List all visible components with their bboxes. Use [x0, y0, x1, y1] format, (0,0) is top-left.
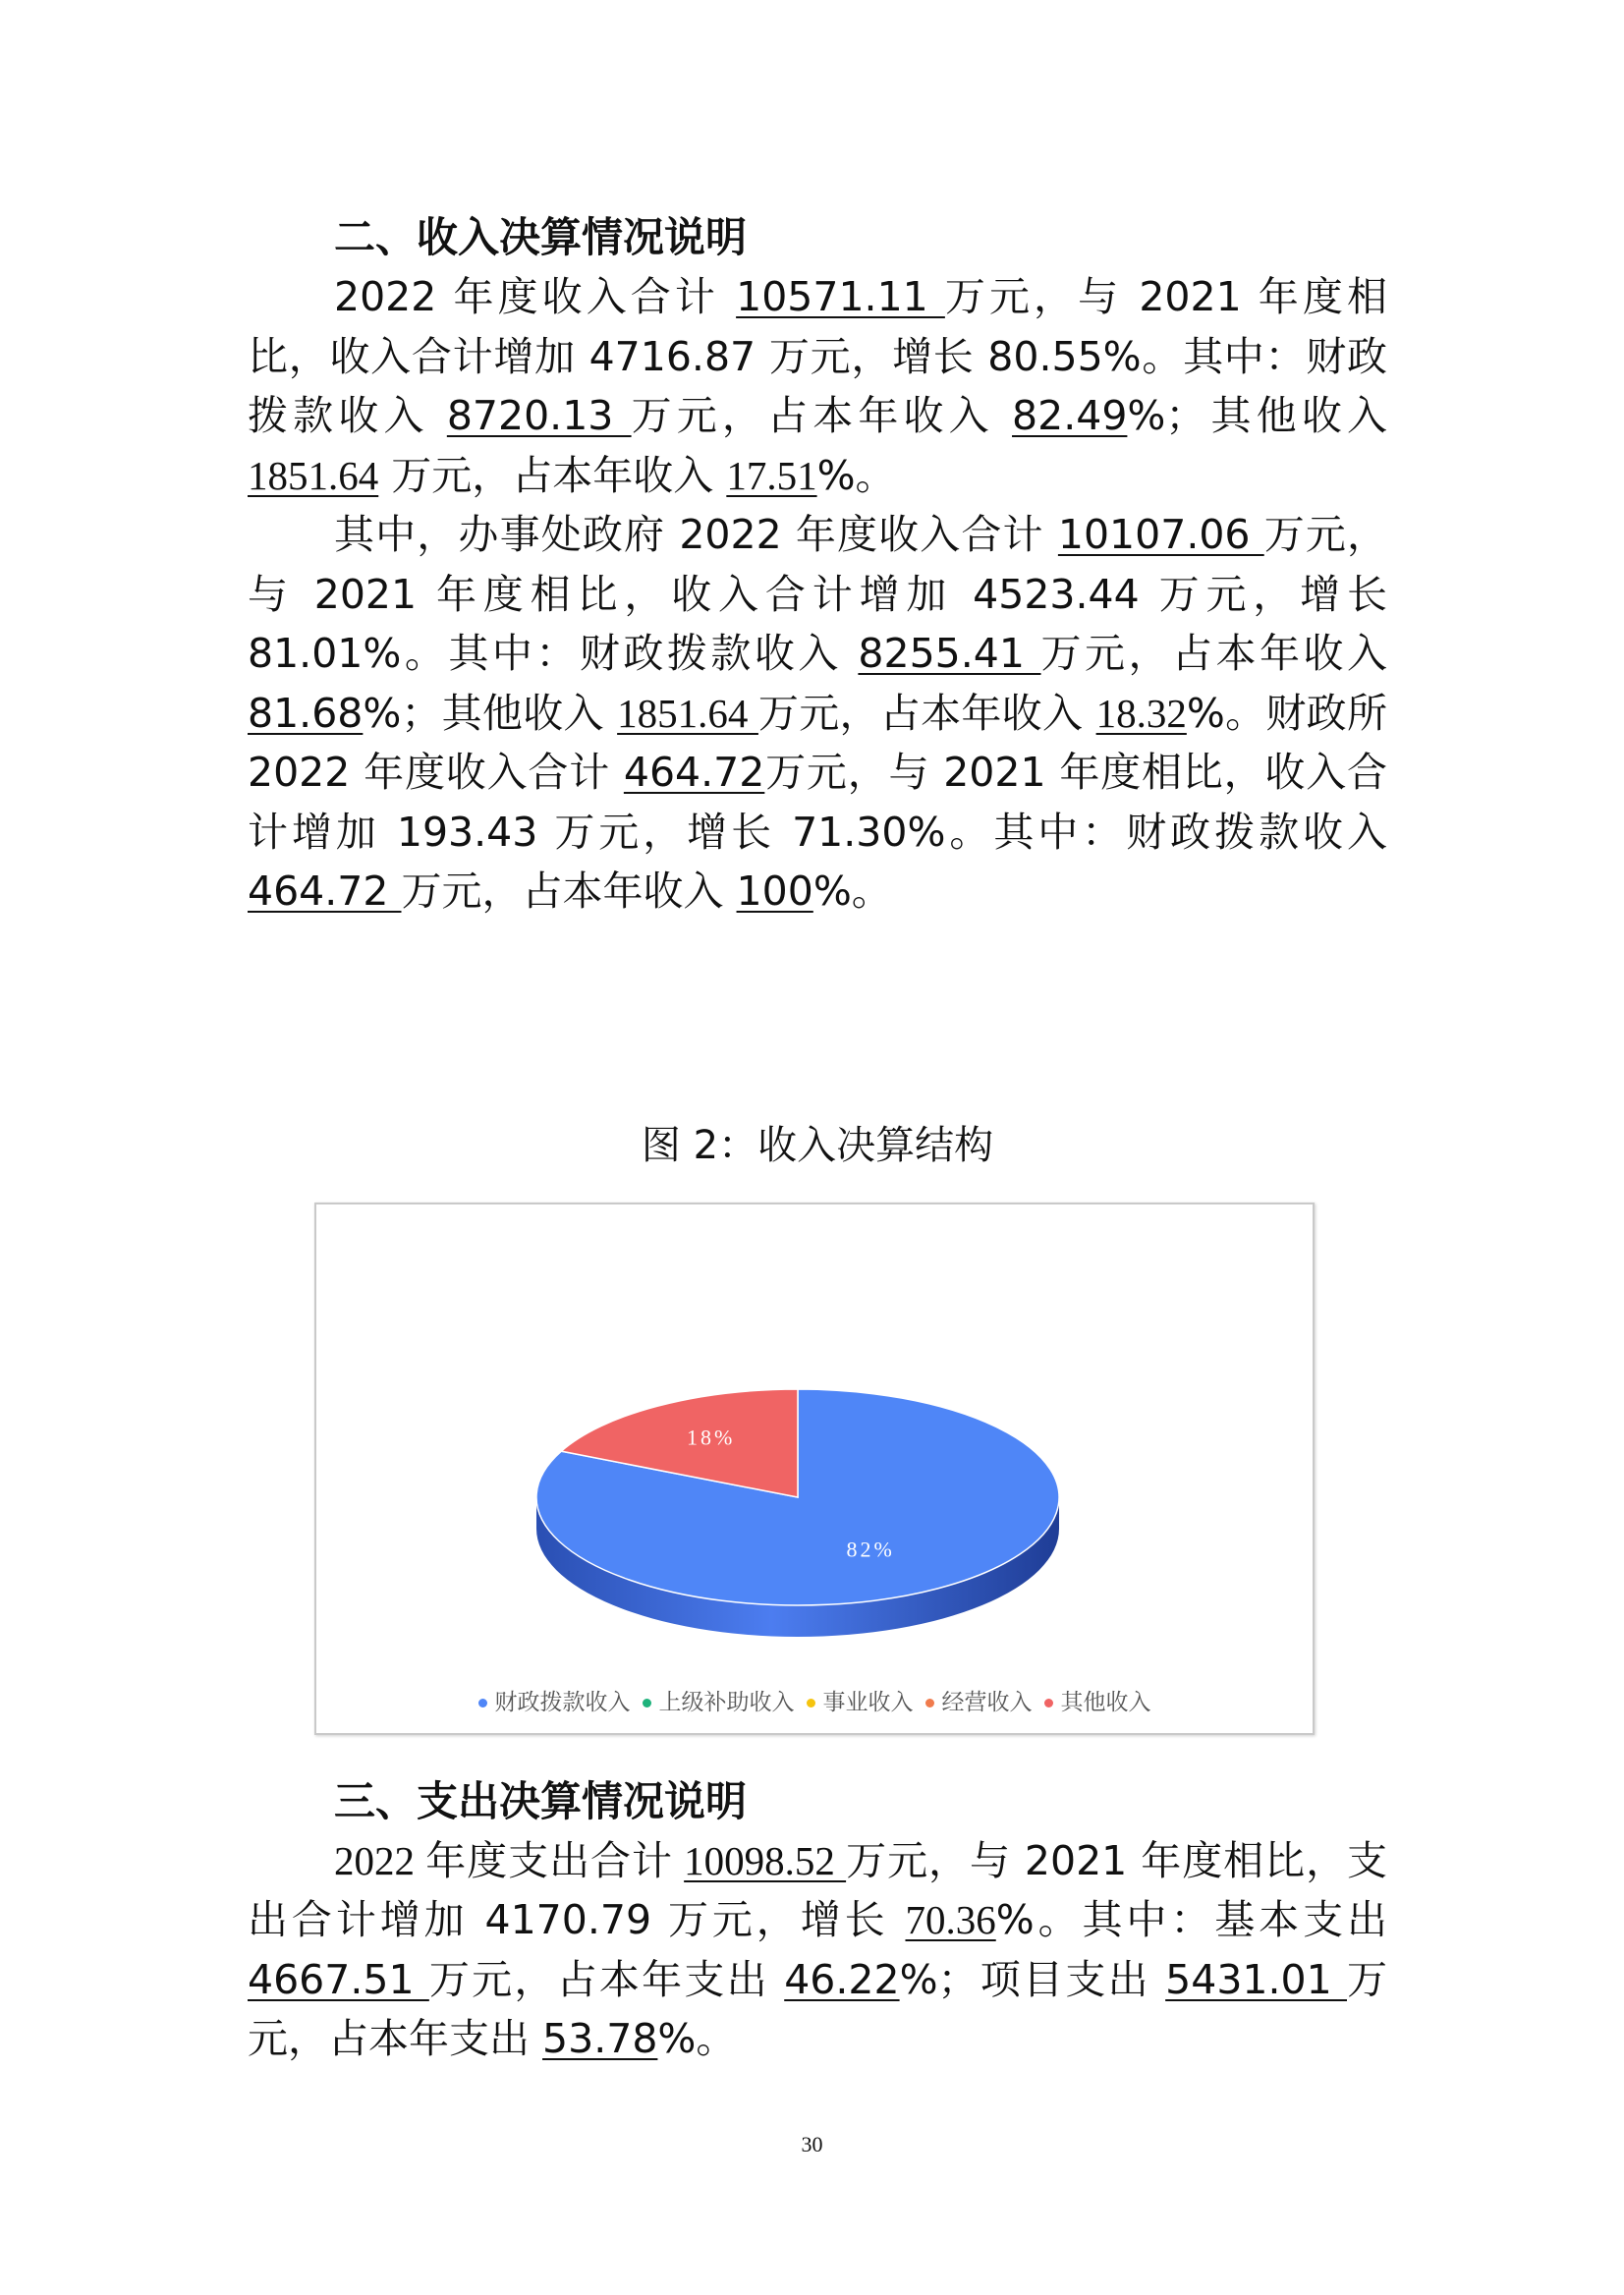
legend-item-4	[925, 1684, 1033, 1716]
pie-data-label-1: 82%	[846, 1536, 895, 1561]
chart-legend	[316, 1684, 1313, 1716]
text: 万元，占本年支出	[428, 1955, 785, 2003]
text: %。	[657, 2015, 737, 2062]
legend-marker	[807, 1699, 815, 1707]
text: 2022 年度支出合计	[334, 1837, 685, 1883]
expenditure-paragraph-1	[248, 1831, 1387, 2069]
fiscal-income-pct: 82.49	[1012, 392, 1128, 439]
legend-label: 其他收入	[1060, 1689, 1151, 1715]
text: %；项目支出	[899, 1955, 1166, 2003]
legend-item-5	[1044, 1684, 1151, 1716]
finance-office-pct: 100	[736, 868, 813, 915]
text: %；其他收入	[1127, 392, 1387, 439]
income-total: 10571.11	[736, 273, 945, 320]
text: 万元，占本年收入	[757, 689, 1096, 737]
finance-office-total: 464.72	[623, 749, 765, 796]
text: 万元，占本年收入	[378, 451, 727, 499]
section-heading-income: 二、收入决算情况说明	[334, 213, 748, 261]
other-income: 1851.64	[248, 452, 379, 498]
legend-item-3	[807, 1684, 914, 1716]
office-other-pct: 18.32	[1095, 690, 1187, 736]
text: %。	[812, 868, 892, 915]
legend-marker	[1044, 1699, 1053, 1707]
text: 其中，办事处政府 2022 年度收入合计	[334, 511, 1058, 558]
text: %。财政所 2022 年度收入合计	[248, 689, 1387, 796]
section-heading-expenditure: 三、支出决算情况说明	[334, 1776, 748, 1825]
income-paragraph-1	[248, 267, 1387, 505]
text: %。其中：基本支出	[995, 1896, 1387, 1943]
office-fiscal-income: 8255.41	[858, 630, 1041, 677]
office-other-income: 1851.64	[617, 690, 758, 736]
legend-item-2	[643, 1684, 795, 1716]
text: %。	[816, 451, 896, 499]
text: 万元，与 2021 年度相比，支出合计增加 4170.79 万元，增长	[248, 1836, 1388, 1943]
expenditure-total: 10098.52	[684, 1837, 847, 1883]
text: 2022 年度收入合计	[334, 273, 737, 320]
legend-item-1	[478, 1684, 631, 1716]
income-paragraph-2	[248, 505, 1387, 922]
basic-expenditure: 4667.51	[248, 1955, 429, 2003]
other-income-pct: 17.51	[726, 452, 817, 498]
fiscal-income: 8720.13	[446, 392, 632, 439]
legend-marker	[925, 1699, 934, 1707]
text: 万元，与 2021 年度相比，收入合计增加 4523.44 万元，增长 81.01%。其中：财政拨款收入	[248, 511, 1387, 677]
pie-data-label-5: 18%	[686, 1424, 736, 1449]
figure-title: 图 2：收入决算结构	[641, 1122, 994, 1168]
text: 万元，占本年收入	[631, 392, 1013, 439]
text: 万元，占本年收入	[401, 868, 737, 915]
text: 万元，与 2021 年度相比，收入合计增加 193.43 万元，增长 71.30%。其中：财政拨款收入	[248, 749, 1387, 856]
finance-office-fiscal: 464.72	[248, 868, 402, 915]
text: 万元，占本年支出	[248, 1955, 1387, 2062]
legend-label: 经营收入	[941, 1689, 1033, 1715]
office-fiscal-pct: 81.68	[248, 689, 364, 737]
legend-label: 财政拨款收入	[494, 1689, 631, 1715]
page-content	[248, 208, 1387, 2069]
pie-chart	[314, 1203, 1315, 1735]
text: %；其他收入	[363, 689, 618, 737]
text: 万元，与 2021 年度相比，收入合计增加 4716.87 万元，增长 80.55%。其中：财政拨款收入	[248, 273, 1387, 439]
project-expenditure: 5431.01	[1165, 1955, 1347, 2003]
page-number: 30	[801, 2132, 823, 2156]
legend-marker	[478, 1699, 487, 1707]
legend-label: 上级补助收入	[658, 1689, 795, 1715]
project-expenditure-pct: 53.78	[542, 2015, 658, 2062]
expenditure-growth: 70.36	[905, 1897, 996, 1942]
pie-chart-svg	[316, 1204, 1316, 1737]
legend-marker	[643, 1699, 651, 1707]
text: 万元，占本年收入	[1040, 630, 1388, 677]
office-income-total: 10107.06	[1057, 511, 1264, 558]
basic-expenditure-pct: 46.22	[784, 1955, 900, 2003]
legend-label: 事业收入	[822, 1689, 914, 1715]
